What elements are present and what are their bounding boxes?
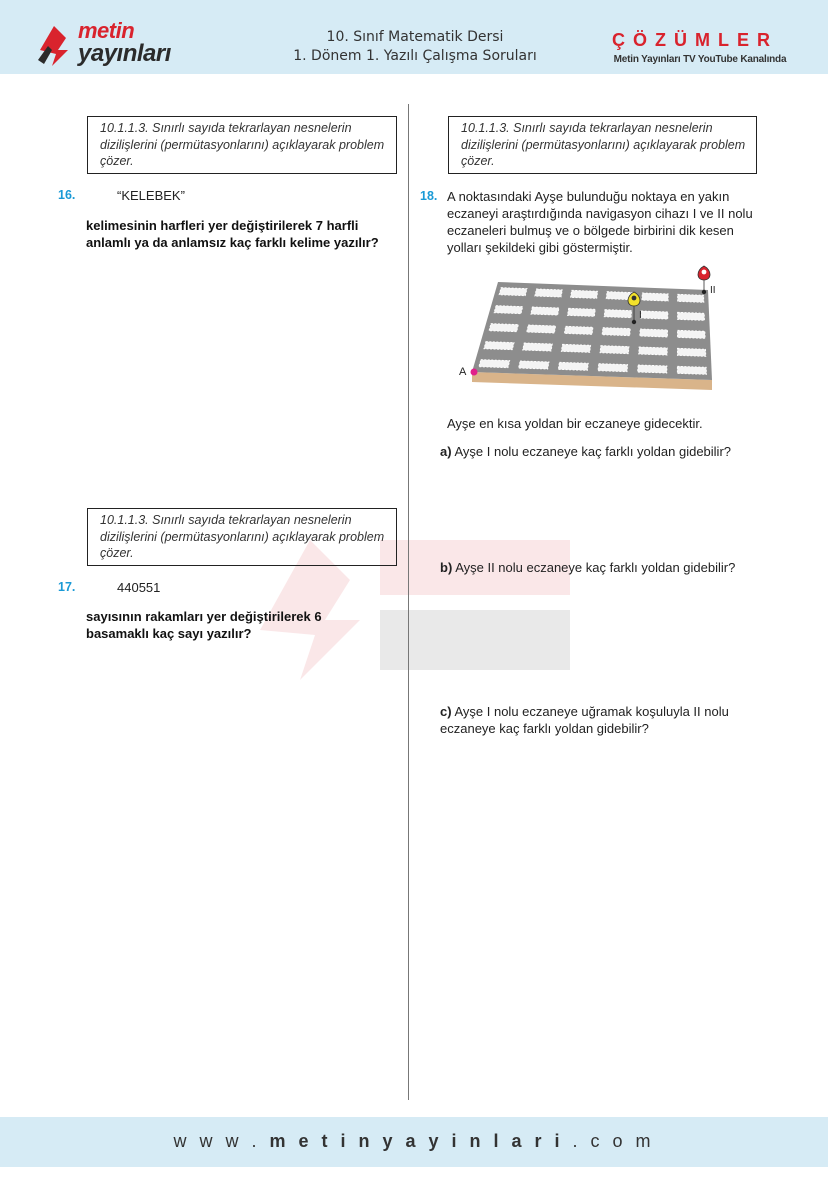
part-a-label: a) [440,444,452,459]
header-titles [240,28,590,66]
city-block [640,329,668,337]
city-block [677,330,705,338]
city-block [677,348,705,356]
city-block [642,293,668,301]
city-block [558,362,588,370]
city-block [604,310,632,318]
street-grid-figure [450,262,730,402]
publisher-logo [34,18,171,70]
city-block [598,364,628,372]
city-block [570,290,597,298]
course-title: 10. Sınıf Matematik Dersi [326,29,504,45]
exam-title: 1. Dönem 1. Yazılı Çalışma Soruları [293,48,537,64]
footer-domain: m e t i n y a y i n l a r i [260,1131,573,1151]
footer-website [0,1131,828,1152]
question-17-prompt: sayısının rakamları yer değiştirilerek 6 basamaklı kaç sayı yazılır? [86,609,322,641]
objective-box-17: 10.1.1.3. Sınırlı sayıda tekrarlayan nesnelerin dizilişlerini (permütasyonlarını) açıklayarak problem çözer. [87,508,397,566]
solutions-title: ÇÖZÜMLER [612,30,778,50]
logo-word-2: yayınları [78,40,171,67]
question-18-part-a [440,443,770,460]
question-18-part-c [440,703,760,737]
solutions-subtitle: Metin Yayınları TV YouTube Kanalında [613,54,787,65]
city-block [531,307,559,315]
city-block [564,326,593,334]
city-block [523,343,553,351]
city-block [519,361,550,369]
city-block [678,294,704,302]
city-block [499,288,527,296]
city-block [600,346,629,354]
part-a-text: Ayşe I nolu eczaneye kaç farklı yoldan gidebilir? [454,444,731,459]
header-band [0,0,828,74]
footer-suffix: . c o m [572,1131,655,1151]
city-block [602,328,630,336]
city-block [641,311,668,319]
city-block [639,347,668,355]
city-block [561,344,590,352]
city-block [484,342,514,350]
city-block [494,306,523,314]
question-18-part-b [440,559,770,576]
city-block [535,289,563,297]
pharmacy-2-label: II [710,285,716,296]
city-block [489,324,518,332]
city-block [479,360,510,368]
part-b-text: Ayşe II nolu eczaneye kaç farklı yoldan gidebilir? [455,560,736,575]
footer-prefix: w w w . [173,1131,261,1151]
question-number-16: 16. [58,188,76,202]
objective-box-18: 10.1.1.3. Sınırlı sayıda tekrarlayan nesnelerin dizilişlerini (permütasyonlarını) açıklayarak problem çözer. [448,116,757,174]
question-16-word: “KELEBEK” [117,188,185,203]
point-a-label: A [459,366,467,378]
part-c-text: Ayşe I nolu eczaneye uğramak koşuluyla II nolu eczaneye kaç farklı yoldan gidebilir? [440,704,729,736]
city-block [567,308,595,316]
city-block [677,366,706,374]
pharmacy-1-label: I [639,310,642,321]
city-block [638,365,667,373]
objective-box-16: 10.1.1.3. Sınırlı sayıda tekrarlayan nesnelerin dizilişlerini (permütasyonlarını) açıklayarak problem çözer. [87,116,397,174]
column-divider [408,104,409,1100]
part-c-label: c) [440,704,452,719]
question-number-17: 17. [58,580,76,594]
logo-word-1: metin [78,18,135,43]
point-a-marker [471,369,478,376]
footer-band [0,1117,828,1167]
city-block [527,325,556,333]
question-18-intro: A noktasındaki Ayşe bulunduğu noktaya en yakın eczaneyi araştırdığında navigasyon cihazı I ve II nolu eczaneleri bulmuş ve o bölgede birbirini dik kesen yolları şekildeki gibi göstermiştir. [447,189,753,255]
city-block [678,312,705,320]
question-number-18: 18. [420,189,438,203]
question-18-note: Ayşe en kısa yoldan bir eczaneye gidecektir. [447,416,703,431]
question-16-prompt: kelimesinin harfleri yer değiştirilerek 7 harfli anlamlı ya da anlamsız kaç farklı kelime yazılır? [86,218,379,250]
part-b-label: b) [440,560,453,575]
logo-mark-icon [34,20,78,68]
question-17-value: 440551 [117,580,161,595]
